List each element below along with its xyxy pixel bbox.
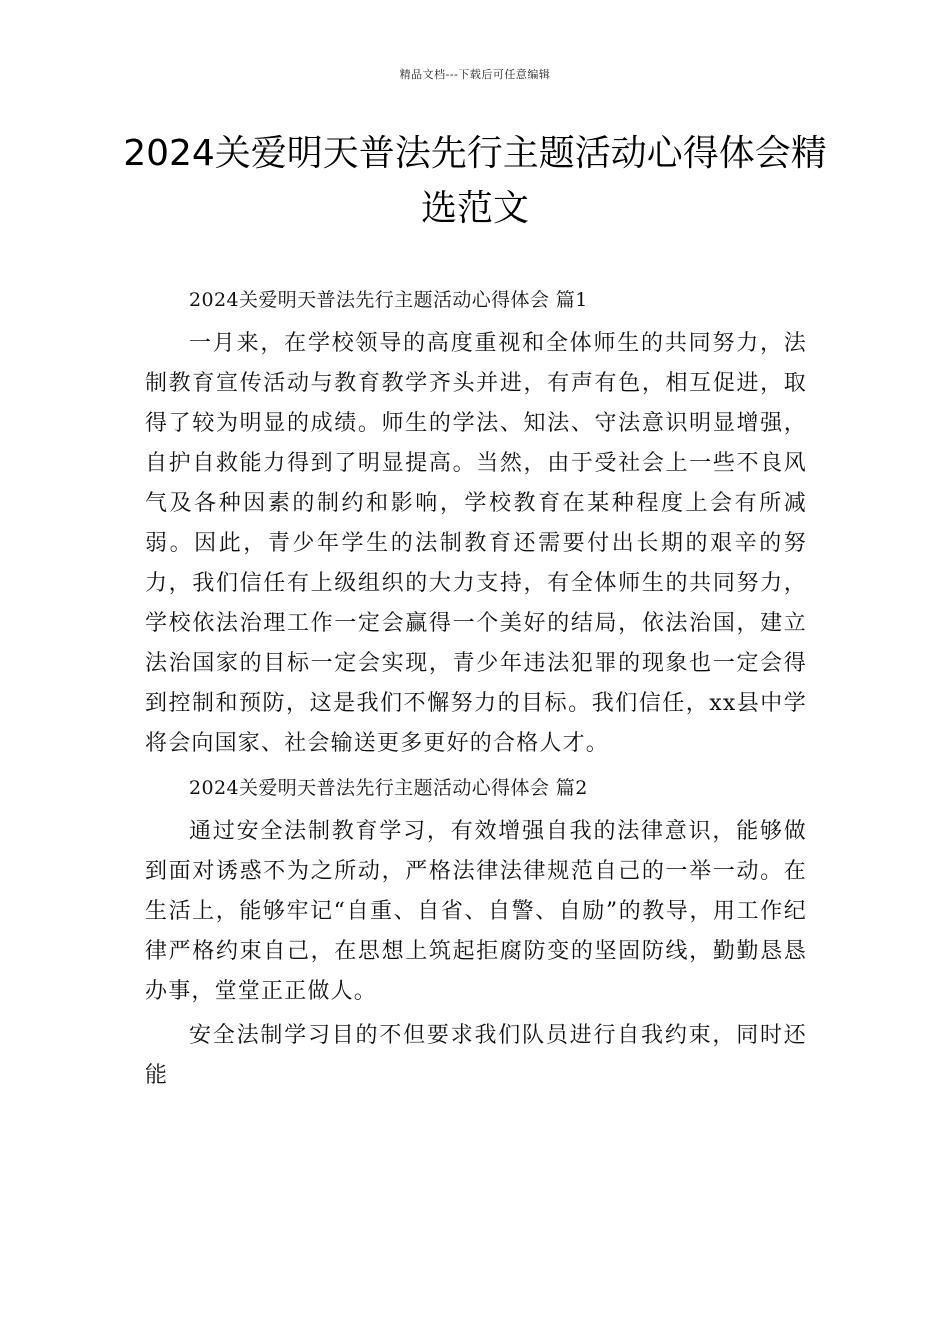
document-title: 2024关爱明天普法先行主题活动心得体会精选范文 [123, 133, 827, 229]
paragraph-2: 通过安全法制教育学习，有效增强自我的法律意识，能够做到面对诱惑不为之所动，严格法律法律规范自己的一举一动。在生活上，能够牢记“自重、自省、自警、自励”的教导，用工作纪律严格约束自己，在思想上筑起拒腐防变的坚固防线，勤勤恳恳办事，堂堂正正做人。 [145, 819, 807, 1004]
document-body [145, 280, 807, 1096]
paragraph-3: 安全法制学习目的不但要求我们队员进行自我约束，同时还能 [145, 1023, 807, 1088]
section-heading-1: 2024关爱明天普法先行主题活动心得体会 篇1 [189, 289, 588, 311]
header-note: 精品文档---下载后可任意编辑 [399, 68, 551, 81]
paragraph-1: 一月来，在学校领导的高度重视和全体师生的共同努力，法制教育宣传活动与教育教学齐头并进，有声有色，相互促进，取得了较为明显的成绩。师生的学法、知法、守法意识明显增强，自护自救能力得到了明显提高。当然，由于受社会上一些不良风气及各种因素的制约和影响，学校教育在某种程度上会有所减弱。因此，青少年学生的法制教育还需要付出长期的艰辛的努力，我们信任有上级组织的大力支持，有全体师生的共同努力，学校依法治理工作一定会赢得一个美好的结局，依法治国，建立法治国家的目标一定会实现，青少年违法犯罪的现象也一定会得到控制和预防，这是我们不懈努力的目标。我们信任，xx县中学将会向国家、社会输送更多更好的合格人才。 [145, 331, 807, 756]
section-heading-2: 2024关爱明天普法先行主题活动心得体会 篇2 [189, 777, 588, 799]
